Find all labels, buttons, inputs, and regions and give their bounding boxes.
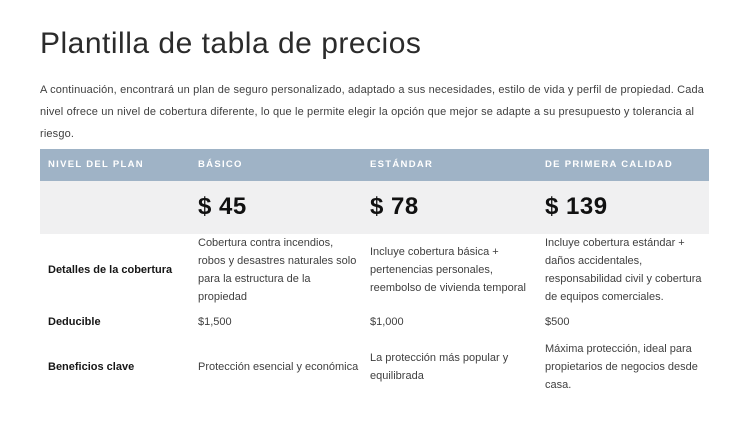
header-standard: ESTÁNDAR: [362, 149, 537, 181]
header-premium: DE PRIMERA CALIDAD: [537, 149, 709, 181]
coverage-details-standard: Incluye cobertura básica + pertenencias personales, reembolso de vivienda temporal: [370, 246, 526, 294]
coverage-details-premium: Incluye cobertura estándar + daños accidentales, responsabilidad civil y cobertura de equipos comerciales.: [545, 237, 702, 303]
price-premium: $ 139: [537, 181, 709, 234]
price-basic: $ 45: [190, 181, 362, 234]
table-header-row: [40, 149, 709, 181]
row-label-deductible: Deducible: [48, 316, 101, 328]
key-benefits-standard: La protección más popular y equilibrada: [370, 351, 509, 382]
key-benefits-basic: Protección esencial y económica: [198, 360, 359, 373]
row-label-key-benefits: Beneficios clave: [48, 360, 135, 373]
price-row: [40, 181, 709, 234]
page-intro: A continuación, encontrará un plan de seguro personalizado, adaptado a sus necesidades, estilo de vida y perfil de propiedad. Cada nivel ofrece un nivel de cobertura diferente, lo que le permite elegir la opción que mejor se adapte a su presupuesto y tolerancia al riesgo.: [40, 83, 705, 140]
table-row-coverage-details: [40, 234, 709, 307]
header-plan-level: NIVEL DEL PLAN: [40, 149, 190, 181]
deductible-basic: $1,500: [198, 316, 232, 328]
price-empty-cell: [40, 181, 190, 234]
price-standard: $ 78: [362, 181, 537, 234]
deductible-premium: $500: [545, 316, 570, 328]
pricing-table: [40, 149, 709, 396]
table-row-key-benefits: [40, 338, 709, 396]
table-row-deductible: [40, 307, 709, 338]
row-label-coverage-details: Detalles de la cobertura: [48, 264, 173, 276]
page-title: Plantilla de tabla de precios: [40, 27, 422, 60]
key-benefits-premium: Máxima protección, ideal para propietarios de negocios desde casa.: [545, 342, 698, 391]
header-basic: BÁSICO: [190, 149, 362, 181]
coverage-details-basic: Cobertura contra incendios, robos y desastres naturales solo para la estructura de la propiedad: [198, 237, 357, 303]
deductible-standard: $1,000: [370, 316, 404, 328]
